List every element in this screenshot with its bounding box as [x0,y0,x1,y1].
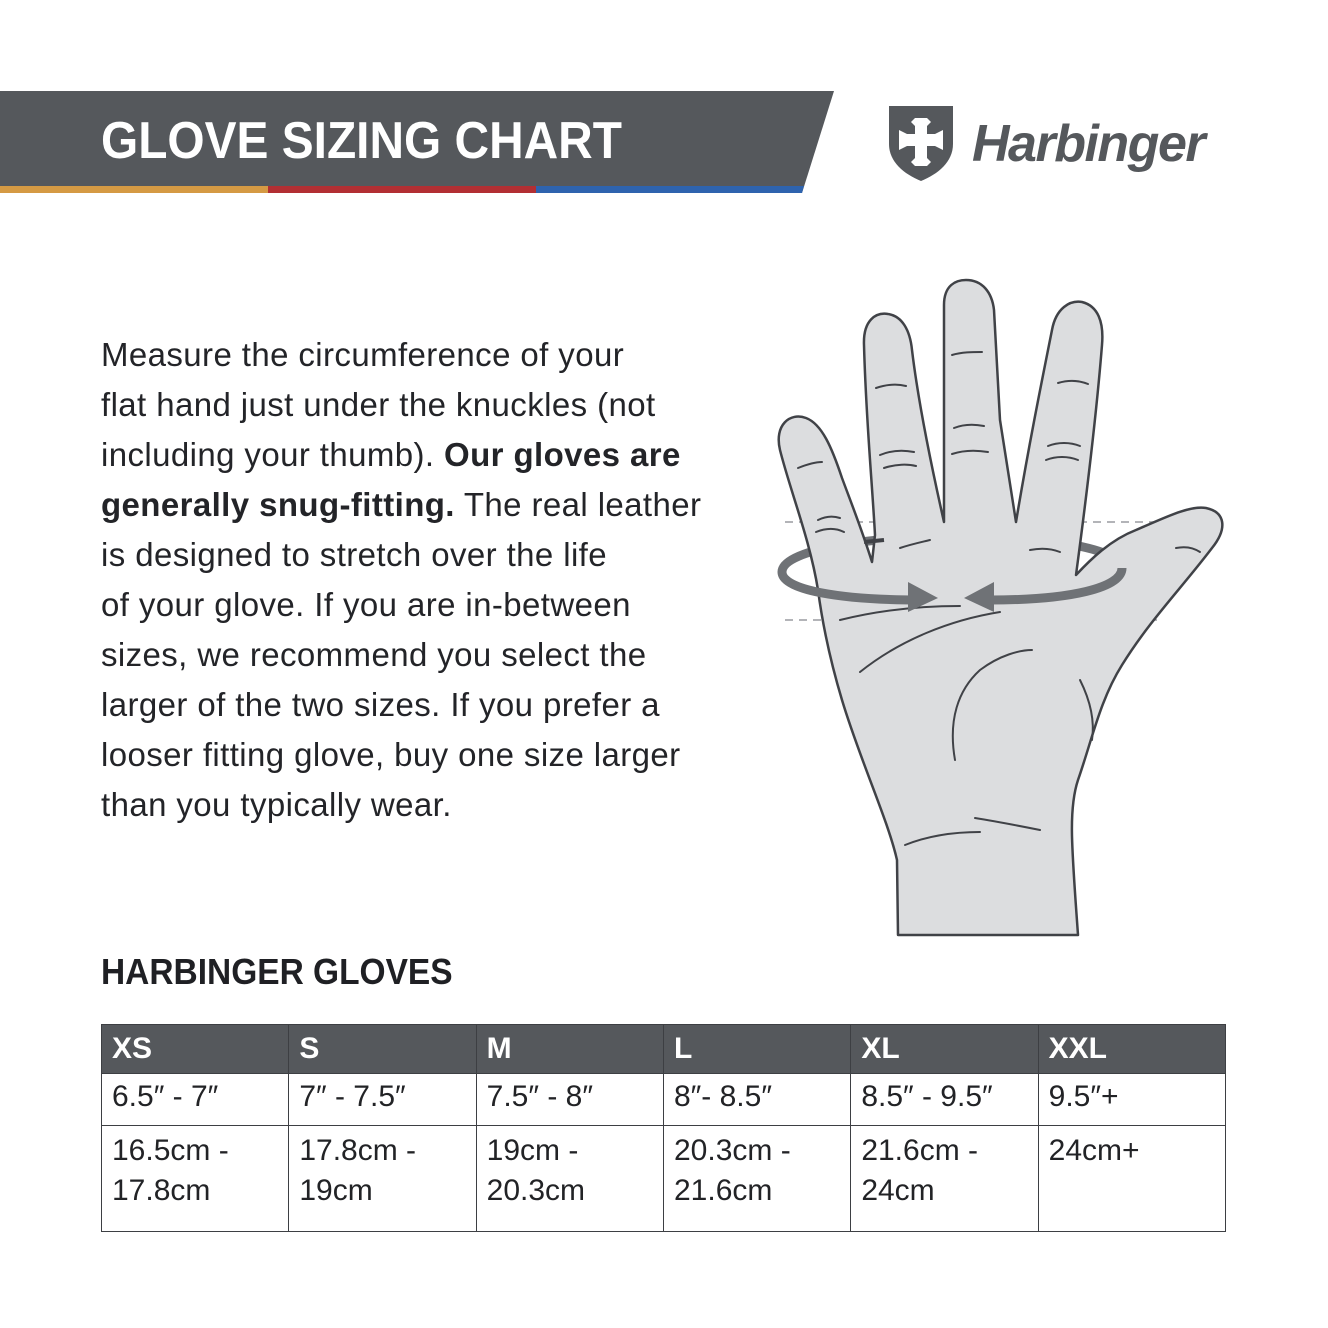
inch-cell: 8″- 8.5″ [663,1074,850,1126]
cm-value: 16.5cm - [112,1134,229,1167]
intro-line: than you typically wear. [101,786,452,823]
inch-cell: 7″ - 7.5″ [289,1074,476,1126]
cm-value: 17.8cm [112,1174,211,1207]
intro-line: sizes, we recommend you select the [101,636,647,673]
intro-line: looser fitting glove, buy one size larger [101,736,681,773]
cm-value: 20.3cm - [673,1134,791,1167]
size-header-row [102,1025,1226,1074]
inch-cell: 6.5″ - 7″ [102,1074,289,1126]
size-table [101,1024,1226,1232]
cm-value: 19cm - [486,1134,579,1167]
cm-cell [102,1126,289,1232]
intro-line: including your thumb). Our gloves are [101,436,681,473]
intro-line: of your glove. If you are in-between [101,586,631,623]
shield-cross-icon [886,104,958,184]
size-header-cell: M [476,1025,663,1074]
cm-value: 21.6cm - [861,1134,979,1167]
hand-measurement-icon [760,270,1240,950]
cm-value: 19cm [299,1174,373,1207]
size-header-cell: L [663,1025,850,1074]
cm-cell [663,1126,850,1232]
intro-line: is designed to stretch over the life [101,536,607,573]
size-header-cell: S [289,1025,476,1074]
cm-row [102,1126,1226,1232]
inch-cell: 8.5″ - 9.5″ [851,1074,1038,1126]
size-header-cell: XXL [1038,1025,1225,1074]
inch-cell: 7.5″ - 8″ [476,1074,663,1126]
intro-line: generally snug-fitting. The real leather [101,486,702,523]
cm-cell [289,1126,476,1232]
table-heading: HARBINGER GLOVES [101,951,453,992]
cm-cell [476,1126,663,1232]
cm-cell [851,1126,1038,1232]
intro-line: flat hand just under the knuckles (not [101,386,656,423]
cm-value: 24cm+ [1048,1134,1140,1167]
brand-name: Harbinger [972,115,1205,173]
inch-row [102,1074,1226,1126]
cm-cell [1038,1126,1225,1232]
cm-value: 21.6cm [673,1174,773,1207]
page-title: GLOVE SIZING CHART [101,112,622,170]
inch-cell: 9.5″+ [1038,1074,1225,1126]
intro-line: larger of the two sizes. If you prefer a [101,686,660,723]
size-header-cell: XL [851,1025,1038,1074]
size-header-cell: XS [102,1025,289,1074]
intro-line: Measure the circumference of your [101,336,625,373]
cm-value: 20.3cm [486,1174,586,1207]
cm-value: 24cm [861,1174,935,1207]
cm-value: 17.8cm - [299,1134,417,1167]
intro-paragraph [101,330,741,830]
